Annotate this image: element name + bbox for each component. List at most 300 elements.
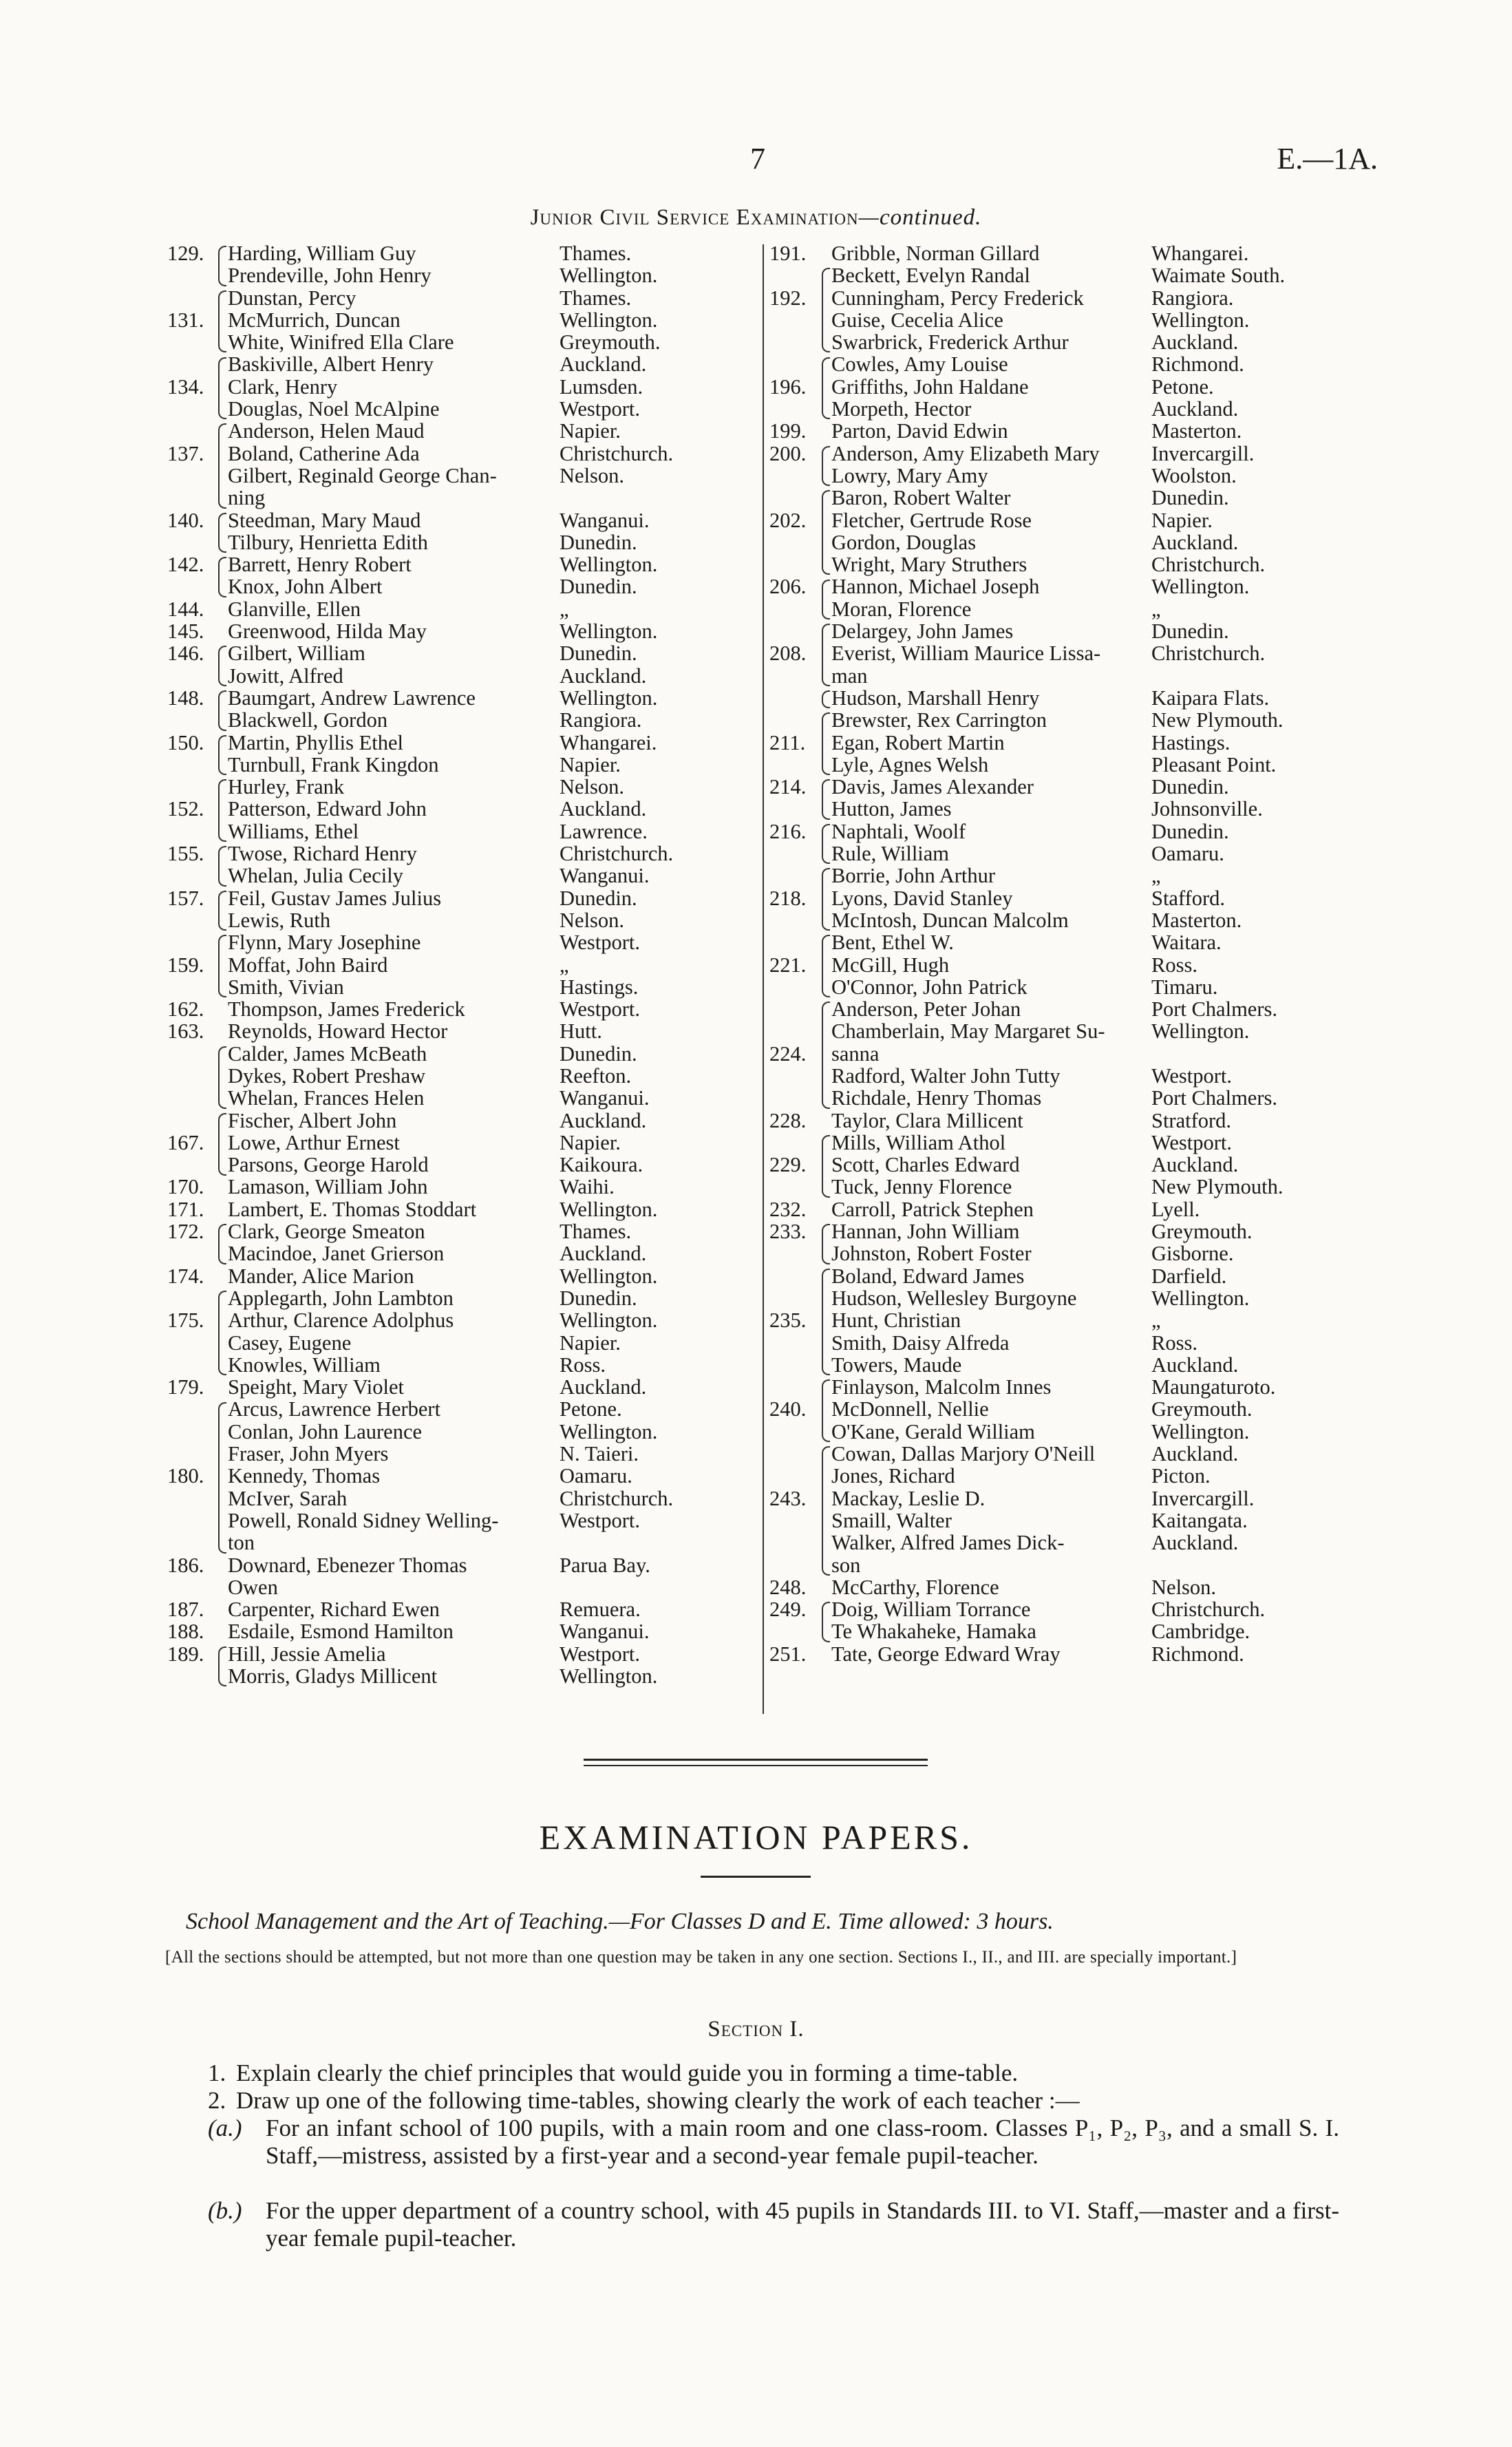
candidate-rank: 172.: [167, 1220, 204, 1244]
candidate-row: [167, 1509, 759, 1532]
candidate-town: Lyell.: [1151, 1197, 1200, 1221]
candidate-name: Gilbert, Reginald George Chan-: [228, 463, 497, 487]
candidate-name: Lyle, Agnes Welsh: [831, 752, 989, 776]
candidate-town: Christchurch.: [1151, 553, 1266, 577]
candidate-town: Remuera.: [560, 1598, 641, 1622]
candidate-row: [769, 1554, 1348, 1576]
section-heading: Section I.: [707, 2017, 805, 2042]
candidate-row: [167, 509, 759, 531]
candidate-name: Taylor, Clara Millicent: [831, 1108, 1023, 1132]
candidate-name: Speight, Mary Violet: [228, 1375, 404, 1399]
candidate-name: Egan, Robert Martin: [831, 730, 1005, 754]
exam-papers-title: EXAMINATION PAPERS.: [539, 1818, 973, 1856]
candidate-row: [769, 398, 1348, 420]
candidate-name: McCarthy, Florence: [831, 1575, 999, 1599]
candidate-row: [167, 620, 759, 642]
candidate-name: Davis, James Alexander: [831, 775, 1034, 799]
candidate-row: [167, 598, 759, 620]
candidate-row: [167, 1465, 759, 1487]
candidate-town: Greymouth.: [1151, 1397, 1253, 1421]
candidate-rank: 188.: [167, 1620, 204, 1644]
candidate-name: Moffat, John Baird: [228, 953, 388, 977]
candidate-row: [769, 575, 1348, 597]
candidate-name: Wright, Mary Struthers: [831, 553, 1027, 577]
candidate-town: Darfield.: [1151, 1264, 1227, 1288]
candidate-row: [167, 1132, 759, 1154]
candidate-rank: 159.: [167, 953, 204, 977]
candidate-name: Downard, Ebenezer Thomas: [228, 1553, 467, 1577]
candidate-town: Wellington.: [560, 1264, 658, 1288]
candidate-name: Hurley, Frank: [228, 775, 345, 799]
group-brace: [218, 1291, 226, 1375]
group-brace: [218, 246, 226, 286]
question-2-text: Draw up one of the following time-tables, showing clearly the work of each teacher :—: [236, 2087, 1080, 2114]
candidate-rank: 155.: [167, 842, 204, 866]
candidate-town: Dunedin.: [1151, 819, 1229, 843]
candidate-name: Carroll, Patrick Stephen: [831, 1197, 1034, 1221]
candidate-name: McDonnell, Nellie: [831, 1397, 989, 1421]
candidate-row: [167, 487, 759, 509]
candidate-row: [769, 1220, 1348, 1242]
candidate-name: Smaill, Walter: [831, 1508, 952, 1532]
candidate-rank: 180.: [167, 1464, 204, 1488]
candidate-name: Parsons, George Harold: [228, 1153, 429, 1177]
candidate-rank: 224.: [769, 1041, 807, 1066]
candidate-town: Wanganui.: [560, 864, 650, 888]
candidate-rank: 221.: [769, 953, 807, 977]
candidate-row: [167, 843, 759, 865]
candidate-name: Griffiths, John Haldane: [831, 374, 1029, 399]
candidate-rank: 175.: [167, 1309, 204, 1333]
group-brace: [822, 490, 830, 575]
candidate-town: Ross.: [1151, 1331, 1197, 1355]
candidate-name: Casey, Eugene: [228, 1331, 352, 1355]
question-1-text: Explain clearly the chief principles that would guide you in forming a time-table.: [236, 2059, 1019, 2086]
candidate-town: Napier.: [560, 752, 621, 776]
candidate-town: Auckland.: [1151, 397, 1239, 421]
candidate-name: Anderson, Helen Maud: [228, 419, 425, 443]
candidate-name: Feil, Gustav James Julius: [228, 886, 442, 910]
candidate-name: Boland, Catherine Ada: [228, 441, 420, 465]
candidate-row: [167, 954, 759, 976]
candidate-row: [167, 1443, 759, 1465]
running-head: [0, 205, 1512, 231]
candidate-town: Westport.: [560, 997, 640, 1021]
candidate-town: Nelson.: [560, 775, 625, 799]
candidate-row: [769, 931, 1348, 953]
candidate-row: [769, 642, 1348, 664]
candidate-name: Morris, Gladys Millicent: [228, 1664, 438, 1688]
candidate-name: Patterson, Edward John: [228, 797, 427, 821]
candidate-town: Kaikoura.: [560, 1153, 643, 1177]
group-brace: [822, 935, 830, 997]
candidate-name: Scott, Charles Edward: [831, 1153, 1020, 1177]
candidate-rank: 152.: [167, 797, 204, 821]
candidate-rank: 145.: [167, 619, 204, 644]
candidate-row: [769, 1132, 1348, 1154]
candidate-name: Owen: [228, 1575, 278, 1599]
candidate-row: [769, 1242, 1348, 1264]
candidate-row: [769, 465, 1348, 487]
candidate-row: [769, 732, 1348, 754]
candidate-town: „: [1151, 1309, 1161, 1333]
candidate-row: [769, 1020, 1348, 1042]
candidate-name: Thompson, James Frederick: [228, 997, 465, 1021]
candidate-row: [167, 465, 759, 487]
candidate-town: „: [1151, 864, 1161, 888]
candidate-row: [769, 1087, 1348, 1109]
candidate-name: McIver, Sarah: [228, 1486, 348, 1510]
candidate-town: Auckland.: [560, 352, 647, 377]
candidate-row: [167, 575, 759, 597]
candidate-name: Jones, Richard: [831, 1464, 955, 1488]
candidate-name: Anderson, Peter Johan: [831, 997, 1021, 1021]
candidate-row: [167, 398, 759, 420]
candidate-town: Wellington.: [1151, 1286, 1250, 1310]
candidate-row: [167, 353, 759, 375]
candidate-rank: 199.: [769, 419, 807, 443]
group-brace: [218, 1046, 226, 1109]
candidate-name: Flynn, Mary Josephine: [228, 931, 421, 955]
candidate-row: [167, 1065, 759, 1087]
candidate-rank: 251.: [769, 1642, 807, 1666]
candidate-name: Macindoe, Janet Grierson: [228, 1242, 445, 1266]
running-head-continued: —continued.: [858, 205, 982, 230]
candidate-row: [167, 642, 759, 664]
candidate-name: Harding, William Guy: [228, 242, 416, 265]
group-brace: [822, 268, 830, 352]
candidate-rank: 232.: [769, 1197, 807, 1221]
candidate-row: [167, 1643, 759, 1665]
candidate-town: Auckland.: [1151, 1353, 1239, 1377]
candidate-town: Wellington.: [1151, 575, 1250, 599]
candidate-rank: 179.: [167, 1375, 204, 1399]
candidate-town: Hutt.: [560, 1019, 602, 1044]
candidate-name: Hunt, Christian: [831, 1309, 961, 1333]
candidate-row: [167, 331, 759, 353]
candidate-town: Parua Bay.: [560, 1553, 650, 1577]
candidate-town: Waimate South.: [1151, 264, 1286, 288]
candidate-town: Lumsden.: [560, 374, 643, 399]
candidate-town: „: [1151, 597, 1161, 621]
candidate-name: Baumgart, Andrew Lawrence: [228, 686, 476, 710]
candidate-name: Radford, Walter John Tutty: [831, 1063, 1061, 1088]
group-brace: [218, 891, 226, 931]
candidate-name: Beckett, Evelyn Randal: [831, 264, 1030, 288]
candidate-row: [167, 1332, 759, 1354]
candidate-name: Whelan, Julia Cecily: [228, 864, 403, 888]
candidate-name: Brewster, Rex Carrington: [831, 708, 1047, 732]
candidate-name: O'Kane, Gerald William: [831, 1419, 1035, 1443]
candidate-name: Whelan, Frances Helen: [228, 1086, 425, 1110]
candidate-row: [769, 443, 1348, 465]
group-brace: [822, 357, 830, 420]
running-head-title: Junior Civil Service Examination: [530, 205, 859, 230]
candidate-row: [769, 1421, 1348, 1443]
candidate-rank: 148.: [167, 686, 204, 710]
candidate-town: Gisborne.: [1151, 1242, 1234, 1266]
candidate-town: Thames.: [560, 1220, 632, 1244]
candidate-row: [769, 665, 1348, 687]
candidate-name: Tuck, Jenny Florence: [831, 1175, 1012, 1199]
exam-instructions: [All the sections should be attempted, but not more than one question may be taken in any one section. Sections I., II., and III. are specially important.]: [165, 1948, 1237, 1967]
candidate-name: McGill, Hugh: [831, 953, 950, 977]
candidate-row: [167, 553, 759, 575]
candidate-row: [769, 620, 1348, 642]
candidate-row: [167, 820, 759, 843]
candidate-row: [769, 1532, 1348, 1554]
candidate-name: Lewis, Ruth: [228, 908, 331, 932]
candidate-rank: 208.: [769, 642, 807, 666]
candidate-row: [167, 887, 759, 909]
candidate-row: [769, 287, 1348, 309]
candidate-town: Auckland.: [560, 1108, 647, 1132]
candidate-name: Baskiville, Albert Henry: [228, 352, 434, 377]
candidate-town: Lawrence.: [560, 819, 648, 843]
candidate-row: [769, 1509, 1348, 1532]
candidate-town: Wanganui.: [560, 508, 650, 532]
section-rule-bottom: [584, 1765, 928, 1766]
candidate-name: Hill, Jessie Amelia: [228, 1642, 386, 1666]
candidate-rank: 129.: [167, 242, 204, 265]
candidate-name: ning: [228, 486, 266, 510]
candidate-town: Dunedin.: [560, 575, 637, 599]
candidate-name: Jowitt, Alfred: [228, 664, 343, 688]
candidate-row: [167, 754, 759, 776]
candidate-name: Baron, Robert Walter: [831, 486, 1011, 510]
candidate-name: Fletcher, Gertrude Rose: [831, 508, 1032, 532]
candidate-town: Oamaru.: [560, 1464, 632, 1488]
column-divider: [763, 244, 764, 1714]
candidate-town: Westport.: [560, 1642, 640, 1666]
candidate-name: Gilbert, William: [228, 642, 365, 666]
candidate-row: [167, 1287, 759, 1309]
candidate-rank: 167.: [167, 1130, 204, 1154]
candidate-town: Dunedin.: [1151, 619, 1229, 644]
candidate-town: Westport.: [560, 931, 640, 955]
candidate-row: [167, 376, 759, 398]
candidate-town: Christchurch.: [1151, 642, 1266, 666]
candidate-name: Fraser, John Myers: [228, 1442, 389, 1466]
group-brace: [822, 580, 830, 620]
candidate-row: [167, 1665, 759, 1687]
group-brace: [822, 712, 830, 775]
candidate-row: [769, 887, 1348, 909]
candidate-row: [769, 776, 1348, 798]
candidate-row: [769, 331, 1348, 353]
candidate-rank: 218.: [769, 886, 807, 910]
candidate-town: Napier.: [560, 419, 621, 443]
candidate-row: [769, 598, 1348, 620]
group-brace: [218, 423, 226, 508]
candidate-name: Powell, Ronald Sidney Welling-: [228, 1508, 499, 1532]
candidate-name: Towers, Maude: [831, 1353, 962, 1377]
group-brace: [218, 1113, 226, 1176]
candidate-name: Gribble, Norman Gillard: [831, 242, 1040, 265]
group-brace: [822, 1224, 830, 1264]
candidate-name: Lambert, E. Thomas Stoddart: [228, 1197, 477, 1221]
group-brace: [822, 1379, 830, 1442]
candidate-town: Nelson.: [560, 908, 625, 932]
candidate-name: Douglas, Noel McAlpine: [228, 397, 440, 421]
candidate-town: Napier.: [1151, 508, 1213, 532]
candidate-name: Clark, Henry: [228, 374, 338, 399]
group-brace: [822, 1602, 830, 1642]
candidate-town: Auckland.: [560, 797, 647, 821]
question-2b-text: For the upper department of a country school, with 45 pupils in Standards III. to VI. Staff,—master and a first-year female pupil-teacher.: [266, 2197, 1339, 2252]
candidate-row: [769, 754, 1348, 776]
question-1-number: 1.: [208, 2059, 226, 2086]
candidate-row: [167, 1220, 759, 1242]
candidate-row: [769, 1487, 1348, 1509]
candidate-name: Hudson, Marshall Henry: [831, 686, 1040, 710]
candidate-town: Dunedin.: [560, 1041, 637, 1066]
candidate-row: [769, 353, 1348, 375]
candidate-town: Wellington.: [560, 553, 658, 577]
candidate-row: [167, 976, 759, 998]
candidate-row: [167, 1176, 759, 1198]
candidate-name: Tate, George Edward Wray: [831, 1642, 1061, 1666]
candidate-rank: 229.: [769, 1153, 807, 1177]
candidate-name: Knowles, William: [228, 1353, 381, 1377]
candidate-name: Naphtali, Woolf: [831, 819, 966, 843]
candidate-name: Turnbull, Frank Kingdon: [228, 752, 439, 776]
group-brace: [218, 735, 226, 776]
candidate-town: Wellington.: [1151, 1019, 1250, 1044]
candidate-row: [769, 1309, 1348, 1331]
group-brace: [822, 868, 830, 931]
candidate-name: Blackwell, Gordon: [228, 708, 388, 732]
candidate-row: [769, 1643, 1348, 1665]
candidate-name: Hannan, John William: [831, 1220, 1020, 1244]
candidate-town: Wellington.: [560, 308, 658, 332]
candidate-name: Delargey, John James: [831, 619, 1014, 644]
candidate-name: Everist, William Maurice Lissa-: [831, 642, 1101, 666]
candidate-town: Wanganui.: [560, 1086, 650, 1110]
group-brace: [822, 1269, 830, 1376]
candidate-town: Ross.: [1151, 953, 1197, 977]
candidate-town: Wellington.: [1151, 308, 1250, 332]
candidate-rank: 243.: [769, 1486, 807, 1510]
candidate-town: Stafford.: [1151, 886, 1226, 910]
candidate-row: [167, 1265, 759, 1287]
candidate-name: Hutton, James: [831, 797, 952, 821]
candidate-town: Westport.: [560, 397, 640, 421]
candidate-name: Finlayson, Malcolm Innes: [831, 1375, 1052, 1399]
candidate-row: [769, 1176, 1348, 1198]
candidate-town: Napier.: [560, 1331, 621, 1355]
group-brace: [218, 935, 226, 997]
group-brace: [218, 557, 226, 597]
candidate-row: [769, 1620, 1348, 1642]
candidate-name: Lowe, Arthur Ernest: [228, 1130, 400, 1154]
candidate-town: Dunedin.: [560, 530, 637, 554]
candidate-town: Nelson.: [1151, 1575, 1217, 1599]
candidate-row: [167, 1532, 759, 1554]
candidate-name: Doig, William Torrance: [831, 1598, 1031, 1622]
candidate-town: N. Taieri.: [560, 1442, 639, 1466]
candidate-row: [769, 1287, 1348, 1309]
candidate-row: [167, 1020, 759, 1042]
candidate-town: Westport.: [560, 1508, 640, 1532]
candidate-row: [167, 1198, 759, 1220]
candidate-town: Pleasant Point.: [1151, 752, 1277, 776]
candidate-rank: 200.: [769, 441, 807, 465]
candidate-rank: 249.: [769, 1598, 807, 1622]
candidate-row: [769, 531, 1348, 553]
candidate-row: [167, 776, 759, 798]
candidate-row: [769, 420, 1348, 442]
section-code: E.—1A.: [1277, 142, 1378, 176]
group-brace: [822, 1446, 830, 1576]
candidate-name: Rule, William: [831, 842, 950, 866]
candidate-town: Invercargill.: [1151, 1486, 1255, 1510]
candidate-row: [167, 709, 759, 731]
candidate-row: [769, 909, 1348, 931]
candidate-row: [167, 732, 759, 754]
title-rule: [701, 1876, 811, 1878]
group-brace: [218, 646, 226, 686]
candidate-name: Smith, Daisy Alfreda: [831, 1331, 1010, 1355]
candidate-name: Borrie, John Arthur: [831, 864, 996, 888]
candidate-name: Cowan, Dallas Marjory O'Neill: [831, 1442, 1096, 1466]
candidate-town: Dunedin.: [560, 1286, 637, 1310]
candidate-town: Auckland.: [560, 1242, 647, 1266]
candidate-town: Dunedin.: [560, 642, 637, 666]
candidate-town: Whangarei.: [1151, 242, 1249, 265]
candidate-name: Richdale, Henry Thomas: [831, 1086, 1042, 1110]
candidate-name: Te Whakaheke, Hamaka: [831, 1620, 1036, 1644]
candidate-row: [167, 998, 759, 1020]
candidate-town: Wellington.: [560, 1197, 658, 1221]
candidate-name: Arthur, Clarence Adolphus: [228, 1309, 454, 1333]
candidate-row: [167, 309, 759, 331]
group-brace: [218, 1646, 226, 1687]
candidate-rank: 142.: [167, 553, 204, 577]
candidate-rank: 187.: [167, 1598, 204, 1622]
question-2b-label: (b.): [208, 2197, 242, 2224]
candidate-town: Woolston.: [1151, 463, 1237, 487]
candidate-row: [167, 865, 759, 887]
candidate-name: son: [831, 1553, 861, 1577]
candidate-row: [769, 553, 1348, 575]
candidate-town: Wellington.: [560, 619, 658, 644]
candidate-name: Williams, Ethel: [228, 819, 359, 843]
candidate-town: Port Chalmers.: [1151, 997, 1277, 1021]
candidate-row: [167, 287, 759, 309]
candidate-name: Calder, James McBeath: [228, 1041, 427, 1066]
candidate-town: Hastings.: [560, 975, 639, 999]
candidate-row: [167, 1421, 759, 1443]
candidate-town: Westport.: [1151, 1130, 1232, 1154]
candidate-town: Greymouth.: [560, 330, 661, 354]
candidate-row: [167, 1376, 759, 1398]
candidate-name: Lowry, Mary Amy: [831, 463, 988, 487]
candidate-town: Auckland.: [1151, 1153, 1239, 1177]
candidate-town: Auckland.: [1151, 1531, 1239, 1555]
candidate-town: Dunedin.: [1151, 775, 1229, 799]
candidate-name: Cunningham, Percy Frederick: [831, 286, 1084, 310]
candidate-town: Maungaturoto.: [1151, 1375, 1276, 1399]
candidate-town: Timaru.: [1151, 975, 1218, 999]
candidate-town: Christchurch.: [1151, 1598, 1266, 1622]
candidate-town: Cambridge.: [1151, 1620, 1250, 1644]
candidate-town: Wanganui.: [560, 1620, 650, 1644]
candidate-row: [167, 242, 759, 264]
candidate-rank: 235.: [769, 1309, 807, 1333]
candidate-name: Carpenter, Richard Ewen: [228, 1598, 440, 1622]
candidate-name: Applegarth, John Lambton: [228, 1286, 454, 1310]
